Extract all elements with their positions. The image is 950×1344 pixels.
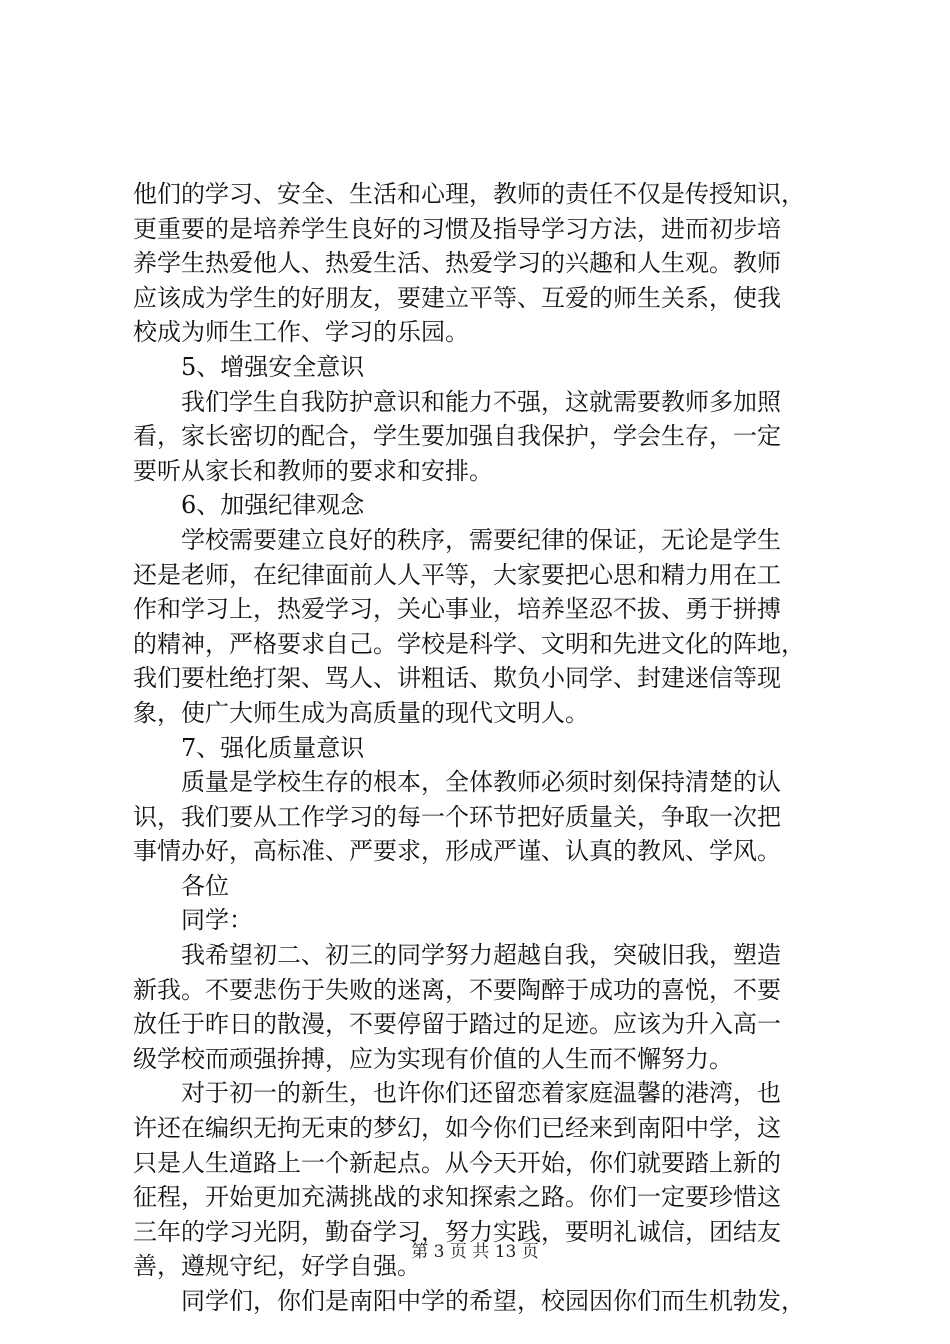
section-heading: 5、增强安全意识	[181, 352, 365, 381]
paragraph-line: 我们要杜绝打架、骂人、讲粗话、欺负小同学、封建迷信等现	[133, 664, 781, 693]
paragraph-line: 应该成为学生的好朋友，要建立平等、互爱的师生关系，使我	[133, 283, 781, 312]
paragraph-line: 各位	[181, 871, 229, 900]
paragraph-line: 新我。不要悲伤于失败的迷离，不要陶醉于成功的喜悦，不要	[133, 975, 781, 1004]
paragraph-line: 许还在编织无拘无束的梦幻，如今你们已经来到南阳中学，这	[133, 1114, 781, 1143]
paragraph-line: 只是人生道路上一个新起点。从今天开始，你们就要踏上新的	[133, 1148, 781, 1177]
paragraph-line: 看，家长密切的配合，学生要加强自我保护，学会生存，一定	[133, 422, 781, 451]
paragraph-line: 养学生热爱他人、热爱生活、热爱学习的兴趣和人生观。教师	[133, 249, 781, 278]
paragraph-line: 识，我们要从工作学习的每一个环节把好质量关，争取一次把	[133, 802, 781, 831]
paragraph-line: 善，遵规守纪，好学自强。	[133, 1252, 421, 1281]
paragraph-line: 三年的学习光阴，勤奋学习，努力实践，要明礼诚信，团结友	[133, 1217, 781, 1246]
paragraph-line: 事情办好，高标准、严要求，形成严谨、认真的教风、学风。	[133, 837, 781, 866]
paragraph-line: 还是老师，在纪律面前人人平等，大家要把心思和精力用在工	[133, 560, 781, 589]
paragraph-line: 他们的学习、安全、生活和心理，教师的责任不仅是传授知识，	[133, 180, 805, 208]
paragraph-line: 校成为师生工作、学习的乐园。	[133, 318, 469, 347]
paragraph-line: 象，使广大师生成为高质量的现代文明人。	[133, 698, 589, 727]
paragraph-line: 对于初一的新生，也许你们还留恋着家庭温馨的港湾，也	[181, 1079, 781, 1108]
paragraph-line: 的精神，严格要求自己。学校是科学、文明和先进文化的阵地，	[133, 629, 805, 658]
paragraph-line: 征程，开始更加充满挑战的求知探索之路。你们一定要珍惜这	[133, 1183, 781, 1212]
paragraph-line: 级学校而顽强拚搏，应为实现有价值的人生而不懈努力。	[133, 1044, 733, 1073]
paragraph-line: 同学们，你们是南阳中学的希望，校园因你们而生机勃发，	[181, 1287, 805, 1315]
section-heading: 7、强化质量意识	[181, 733, 365, 762]
paragraph-line: 学校需要建立良好的秩序，需要纪律的保证，无论是学生	[181, 525, 781, 554]
paragraph-line: 要听从家长和教师的要求和安排。	[133, 456, 493, 485]
paragraph-line: 作和学习上，热爱学习，关心事业，培养坚忍不拔、勇于拼搏	[133, 595, 781, 624]
paragraph-line: 质量是学校生存的根本，全体教师必须时刻保持清楚的认	[181, 768, 781, 797]
paragraph-line: 我们学生自我防护意识和能力不强，这就需要教师多加照	[181, 387, 781, 416]
page-footer: 第 3 页 共 13 页	[411, 1242, 539, 1262]
paragraph-line: 更重要的是培养学生良好的习惯及指导学习方法，进而初步培	[133, 214, 781, 243]
section-heading: 6、加强纪律观念	[181, 491, 365, 520]
paragraph-line: 同学：	[181, 906, 253, 935]
paragraph-line: 我希望初二、初三的同学努力超越自我，突破旧我，塑造	[181, 941, 781, 970]
document-body	[133, 177, 833, 1319]
paragraph-line: 放任于昨日的散漫，不要停留于踏过的足迹。应该为升入高一	[133, 1010, 781, 1039]
